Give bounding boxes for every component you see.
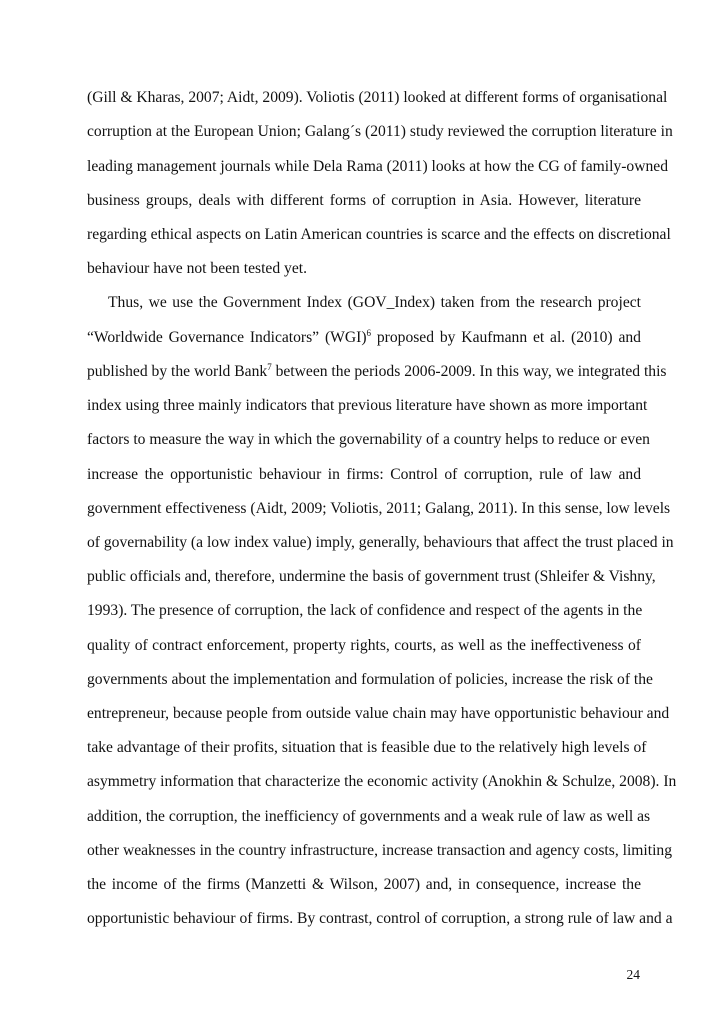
footnote-marker: 6 xyxy=(366,328,372,338)
body-text-line: 1993). The presence of corruption, the lack of confidence and respect of the agents in the xyxy=(87,602,643,619)
footnote-marker: 7 xyxy=(267,362,272,372)
body-text-line xyxy=(87,362,667,382)
body-text-line: (Gill & Kharas, 2007; Aidt, 2009). Voliotis (2011) looked at different forms of organisational xyxy=(87,89,668,106)
text-segment: between the periods 2006-2009. In this way, we integrated this xyxy=(271,363,667,380)
body-text-line: take advantage of their profits, situation that is feasible due to the relatively high levels of xyxy=(87,739,647,756)
body-text-line: business groups, deals with different forms of corruption in Asia. However, literature xyxy=(87,192,641,209)
body-text-line: increase the opportunistic behaviour in firms: Control of corruption, rule of law and xyxy=(87,466,641,483)
body-text-line: asymmetry information that characterize the economic activity (Anokhin & Schulze, 2008). In xyxy=(87,773,677,790)
body-text-line: index using three mainly indicators that previous literature have shown as more important xyxy=(87,397,648,414)
body-text-line: corruption at the European Union; Galang´s (2011) study reviewed the corruption literature in xyxy=(87,123,673,140)
body-text-line: regarding ethical aspects on Latin American countries is scarce and the effects on discretional xyxy=(87,226,671,243)
body-text-line: behaviour have not been tested yet. xyxy=(87,260,307,277)
body-text-line: Thus, we use the Government Index (GOV_Index) taken from the research project xyxy=(108,294,641,311)
text-segment: “Worldwide Governance Indicators” (WGI) xyxy=(87,329,367,346)
body-text-line: addition, the corruption, the inefficiency of governments and a weak rule of law as well as xyxy=(87,808,651,825)
body-text-line: of governability (a low index value) imply, generally, behaviours that affect the trust placed in xyxy=(87,534,674,551)
text-segment: proposed by Kaufmann et al. (2010) and xyxy=(371,329,641,346)
body-text-line: opportunistic behaviour of firms. By contrast, control of corruption, a strong rule of law and a xyxy=(87,910,673,927)
body-text-line: government effectiveness (Aidt, 2009; Voliotis, 2011; Galang, 2011). In this sense, low levels xyxy=(87,500,671,517)
body-text-line xyxy=(87,328,641,348)
text-segment: published by the world Bank xyxy=(87,363,268,380)
page-number: 24 xyxy=(626,967,640,982)
body-text-line: other weaknesses in the country infrastructure, increase transaction and agency costs, limiting xyxy=(87,842,673,859)
body-text-line: the income of the firms (Manzetti & Wilson, 2007) and, in consequence, increase the xyxy=(87,876,641,893)
body-text-line: leading management journals while Dela Rama (2011) looks at how the CG of family-owned xyxy=(87,158,669,175)
body-text-line: quality of contract enforcement, property rights, courts, as well as the ineffectiveness of xyxy=(87,637,641,654)
body-text-line: factors to measure the way in which the governability of a country helps to reduce or even xyxy=(87,431,650,448)
body-text-line: governments about the implementation and formulation of policies, increase the risk of the xyxy=(87,671,653,688)
body-text-line: public officials and, therefore, undermine the basis of government trust (Shleifer & Vishny, xyxy=(87,568,656,585)
body-text-line: entrepreneur, because people from outside value chain may have opportunistic behaviour and xyxy=(87,705,670,722)
